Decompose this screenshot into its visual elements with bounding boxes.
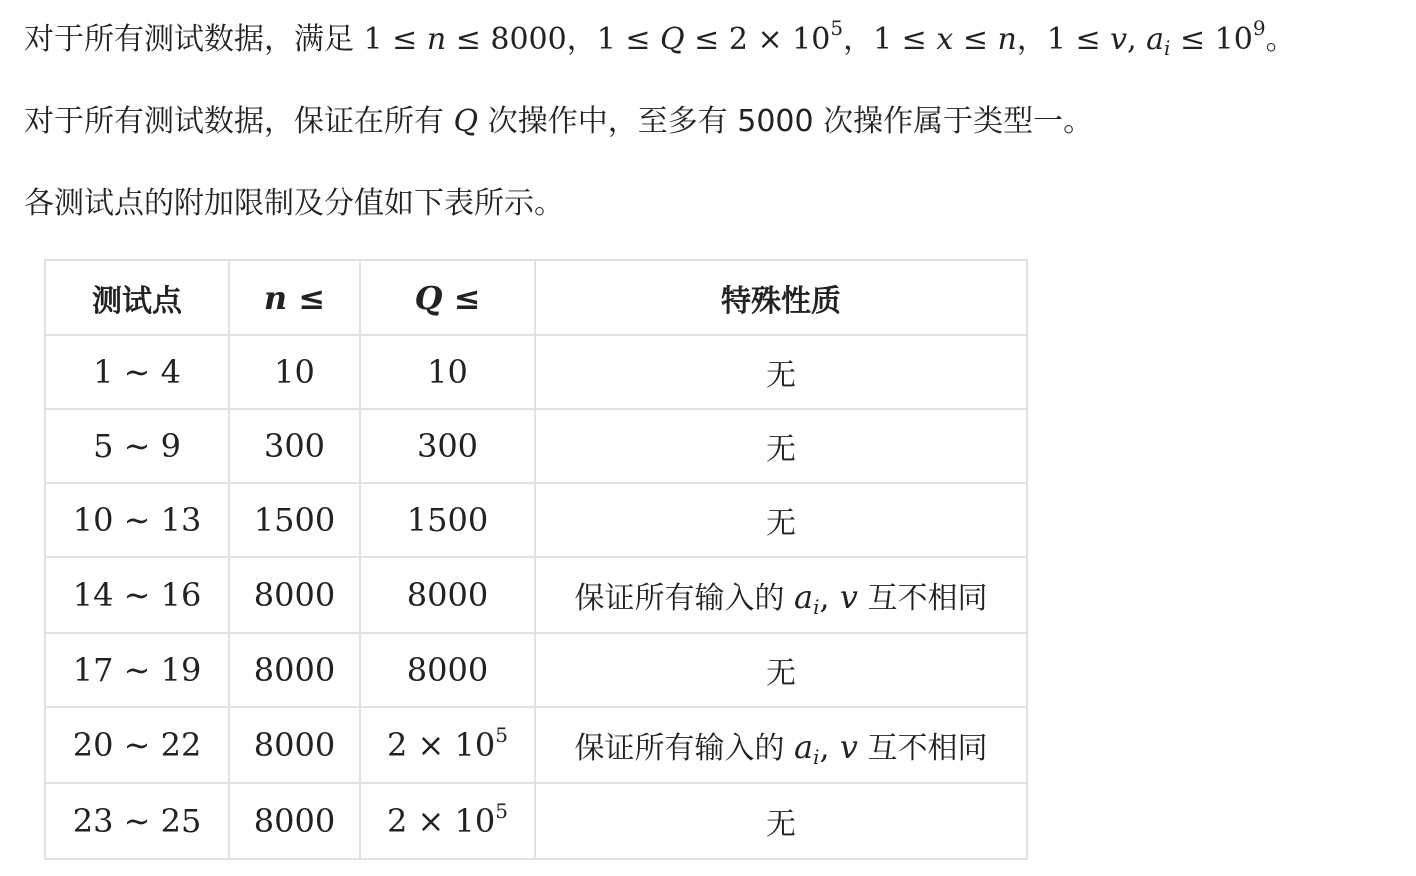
cell-q-base: 300 — [416, 427, 479, 465]
table-body — [45, 335, 1027, 859]
cell-q — [360, 483, 535, 557]
p1-sep-2: ， — [843, 22, 874, 57]
p1-math-f: ≤ — [953, 22, 998, 57]
p1-sub-i: i — [1164, 36, 1171, 60]
header-q-var: Q — [414, 278, 443, 317]
p1-math-c: 1 ≤ — [596, 22, 661, 57]
cell-n: 8000 — [229, 557, 360, 633]
cell-q-base: 1500 — [406, 501, 489, 539]
cell-q-base: 2 × 10 — [387, 802, 496, 840]
p1-math-g: 1 ≤ — [1046, 22, 1111, 57]
cell-n: 8000 — [229, 783, 360, 859]
cell-n: 8000 — [229, 707, 360, 783]
property-comma: , — [819, 728, 840, 766]
cell-property: 无 — [535, 335, 1027, 409]
p2-var-q: Q — [453, 104, 479, 139]
p2-prefix: 对于所有测试数据，保证在所有 — [24, 104, 454, 139]
property-var-v: v — [839, 728, 858, 766]
cell-range: 5 ∼ 9 — [45, 409, 229, 483]
p1-var-n2: n — [997, 22, 1017, 57]
cell-q-exp: 5 — [495, 799, 508, 823]
p1-exp-5: 5 — [830, 16, 844, 40]
property-sub-i: i — [813, 745, 820, 769]
p1-math-b: ≤ 8000 — [446, 22, 567, 57]
cell-q — [360, 335, 535, 409]
p1-sep-1: ， — [566, 22, 597, 57]
header-n-var: n — [263, 278, 288, 317]
constraints-paragraph-3 — [24, 184, 564, 224]
p1-math-h: ≤ 10 — [1170, 22, 1253, 57]
p2-suffix: 次操作中，至多有 5000 次操作属于类型一。 — [478, 104, 1094, 139]
cell-q-base: 10 — [427, 353, 468, 391]
p1-math-d: ≤ 2 × 10 — [684, 22, 831, 57]
cell-n: 300 — [229, 409, 360, 483]
property-var-a: a — [794, 728, 814, 766]
header-n-op: ≤ — [287, 278, 326, 317]
cell-property — [535, 557, 1027, 633]
cell-property: 无 — [535, 483, 1027, 557]
p1-exp-9: 9 — [1252, 16, 1266, 40]
cell-range: 23 ∼ 25 — [45, 783, 229, 859]
table-row — [45, 483, 1027, 557]
table-row — [45, 335, 1027, 409]
table-row — [45, 783, 1027, 859]
cell-property: 无 — [535, 633, 1027, 707]
p1-var-a: a — [1146, 22, 1165, 57]
cell-q — [360, 783, 535, 859]
header-testcase: 测试点 — [45, 260, 229, 335]
cell-range: 20 ∼ 22 — [45, 707, 229, 783]
property-prefix: 保证所有输入的 — [574, 581, 795, 616]
constraints-paragraph-2 — [24, 102, 1093, 142]
p1-math-e: 1 ≤ — [873, 22, 937, 57]
p1-var-q: Q — [660, 22, 685, 57]
p1-math-a: 1 ≤ — [363, 22, 427, 57]
property-suffix: 互不相同 — [857, 581, 988, 616]
cell-property — [535, 707, 1027, 783]
p1-end: 。 — [1265, 22, 1296, 57]
table-row — [45, 409, 1027, 483]
p1-var-n: n — [426, 22, 447, 57]
p1-var-x: x — [936, 22, 954, 57]
property-var-v: v — [839, 578, 858, 616]
cell-range: 1 ∼ 4 — [45, 335, 229, 409]
cell-n: 10 — [229, 335, 360, 409]
p1-sep-3: ， — [1016, 22, 1047, 57]
p3-text: 各测试点的附加限制及分值如下表所示。 — [24, 186, 564, 221]
cell-q-exp: 5 — [495, 723, 508, 747]
property-sub-i: i — [813, 595, 820, 619]
header-q-op: ≤ — [442, 278, 481, 317]
p1-comma: , — [1127, 22, 1147, 57]
header-q-limit — [360, 260, 535, 335]
cell-q-base: 2 × 10 — [387, 726, 496, 764]
table-row — [45, 707, 1027, 783]
cell-range: 10 ∼ 13 — [45, 483, 229, 557]
table-row — [45, 557, 1027, 633]
subtask-table — [44, 259, 1028, 860]
cell-q — [360, 409, 535, 483]
table-header-row — [45, 260, 1027, 335]
cell-range: 14 ∼ 16 — [45, 557, 229, 633]
header-n-limit — [229, 260, 360, 335]
cell-q-base: 8000 — [406, 651, 489, 689]
property-suffix: 互不相同 — [857, 731, 988, 766]
cell-property: 无 — [535, 409, 1027, 483]
table-row — [45, 633, 1027, 707]
constraints-paragraph-1 — [24, 16, 1296, 60]
cell-range: 17 ∼ 19 — [45, 633, 229, 707]
property-var-a: a — [794, 578, 814, 616]
cell-property: 无 — [535, 783, 1027, 859]
cell-n: 1500 — [229, 483, 360, 557]
p1-var-v: v — [1110, 22, 1128, 57]
cell-n: 8000 — [229, 633, 360, 707]
p1-prefix: 对于所有测试数据，满足 — [24, 22, 364, 57]
property-comma: , — [819, 578, 840, 616]
property-prefix: 保证所有输入的 — [574, 731, 795, 766]
header-property: 特殊性质 — [535, 260, 1027, 335]
cell-q — [360, 557, 535, 633]
cell-q-base: 8000 — [406, 576, 489, 614]
cell-q — [360, 633, 535, 707]
cell-q — [360, 707, 535, 783]
